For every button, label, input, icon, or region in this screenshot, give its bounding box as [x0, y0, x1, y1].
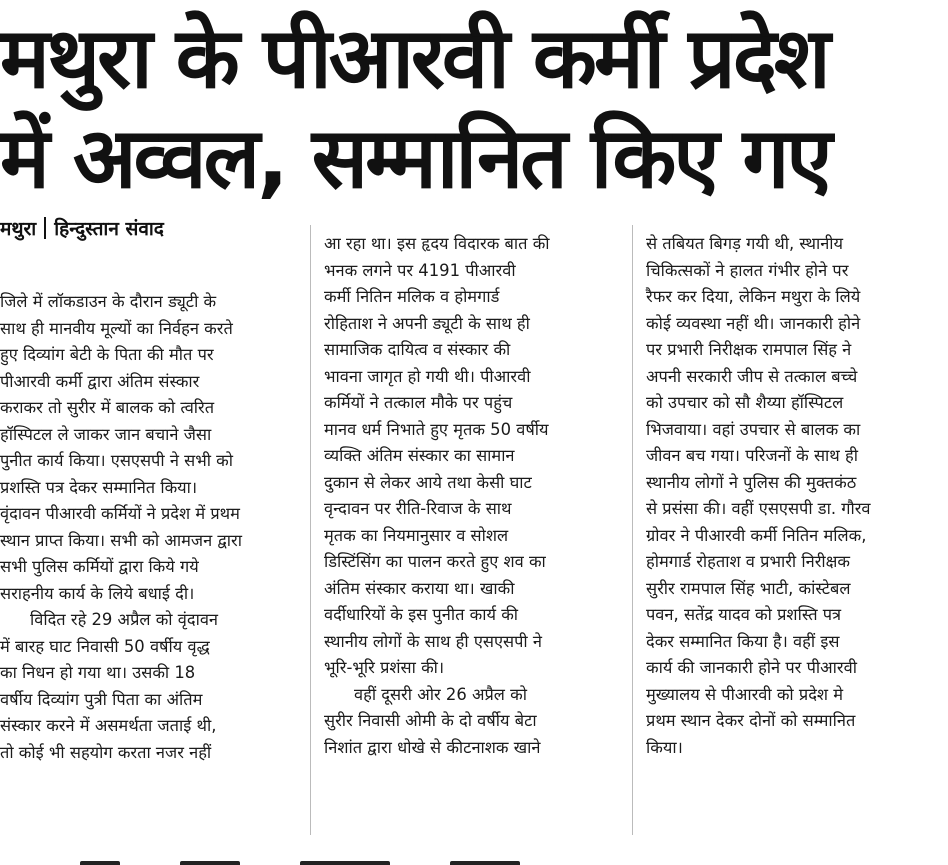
article-line: वहीं दूसरी ओर 26 अप्रैल को [354, 684, 527, 704]
article-line: भिजवाया। वहां उपचार से बालक का [646, 419, 861, 439]
article-line: सुरीर रामपाल सिंह भाटी, कांस्टेबल [646, 578, 851, 598]
article-line: होमगार्ड रोहताश व प्रभारी निरीक्षक [646, 552, 851, 571]
article-line: प्रशस्ति पत्र देकर सम्मानित किया। [0, 477, 198, 497]
article-line: रोहिताश ने अपनी ड्यूटी के साथ ही [324, 313, 530, 333]
article-line: को उपचार को सौ शैय्या हॉस्पिटल [646, 393, 844, 412]
article-column-3 [646, 231, 942, 761]
article-line: मृतक का नियमानुसार व सोशल [324, 525, 509, 545]
article-line: तो कोई भी सहयोग करता नजर नहीं [0, 742, 212, 762]
article-line: अंतिम संस्कार कराया था। खाकी [324, 578, 515, 598]
article-line: प्रथम स्थान देकर दोनों को सम्मानित [646, 711, 856, 730]
byline-divider [44, 217, 46, 239]
article-line: पीआरवी कर्मी द्वारा अंतिम संस्कार [0, 371, 200, 391]
article-line: वर्षीय दिव्यांग पुत्री पिता का अंतिम [0, 689, 203, 709]
article-line: देकर सम्मानित किया है। वहीं इस [646, 631, 840, 651]
article-line: सामाजिक दायित्व व संस्कार की [324, 340, 511, 359]
article-line: कोई व्यवस्था नहीं थी। जानकारी होने [646, 313, 861, 333]
article-line: सराहनीय कार्य के लिये बधाई दी। [0, 583, 195, 603]
article-line: चिकित्सकों ने हालत गंभीर होने पर [646, 260, 849, 280]
article-line: सुरीर निवासी ओमी के दो वर्षीय बेटा [324, 711, 537, 730]
article-line: विदित रहे 29 अप्रैल को वृंदावन [30, 610, 219, 629]
article-line: दुकान से लेकर आये तथा केसी घाट [324, 472, 532, 492]
article-line: कर्मियों ने तत्काल मौके पर पहुंच [324, 393, 513, 412]
article-line: निशांत द्वारा धोखे से कीटनाशक खाने [324, 737, 541, 757]
article-line: आ रहा था। इस हृदय विदारक बात की [324, 234, 550, 253]
article-line: वृन्दावन पर रीति-रिवाज के साथ [324, 499, 512, 518]
article-line: कार्य की जानकारी होने पर पीआरवी [646, 658, 857, 677]
article-line: भूरि-भूरि प्रशंसा की। [324, 658, 445, 677]
article-line: व्यक्ति अंतिम संस्कार का सामान [324, 446, 515, 465]
article-line: ग्रोवर ने पीआरवी कर्मी नितिन मलिक, [646, 525, 867, 545]
article-line: किया। [646, 737, 683, 757]
article-line: पुनीत कार्य किया। एसएसपी ने सभी को [0, 451, 234, 470]
byline-place: मथुरा [0, 218, 37, 240]
article-line: स्थानीय लोगों ने पुलिस की मुक्तकंठ [646, 472, 857, 492]
article-line: जीवन बच गया। परिजनों के साथ ही [646, 446, 858, 465]
article-line: डिस्टिंसिंग का पालन करते हुए शव का [324, 552, 546, 571]
column-divider-2 [632, 225, 633, 835]
article-line: हॉस्पिटल ले जाकर जान बचाने जैसा [0, 424, 212, 444]
article-line: भनक लगने पर 4191 पीआरवी [324, 260, 516, 280]
article-line: कराकर तो सुरीर में बालक को त्वरित [0, 398, 215, 417]
article-line: से तबियत बिगड़ गयी थी, स्थानीय [646, 234, 844, 253]
article-column-2 [324, 231, 616, 761]
headline-line-1: मथुरा के पीआरवी कर्मी प्रदेश [0, 9, 828, 107]
column-divider-1 [310, 225, 311, 835]
article-line: का निधन हो गया था। उसकी 18 [0, 663, 196, 682]
article-column-1 [0, 289, 296, 766]
article-line: वर्दीधारियों के इस पुनीत कार्य की [324, 605, 519, 624]
article-line: स्थान प्राप्त किया। सभी को आमजन द्वारा [0, 530, 242, 550]
byline [0, 215, 164, 241]
article-line: संस्कार करने में असमर्थता जताई थी, [0, 716, 217, 735]
article-line: जिले में लॉकडाउन के दौरान ड्यूटी के [0, 292, 217, 311]
article-line: से प्रसंसा की। वहीं एसएसपी डा. गौरव [646, 499, 871, 518]
article-line: स्थानीय लोगों के साथ ही एसएसपी ने [324, 631, 542, 651]
article-line: में बारह घाट निवासी 50 वर्षीय वृद्ध [0, 636, 210, 656]
article-line: सभी पुलिस कर्मियों द्वारा किये गये [0, 557, 199, 576]
article-line: कर्मी नितिन मलिक व होमगार्ड [324, 287, 500, 306]
article-line: अपनी सरकारी जीप से तत्काल बच्चे [646, 366, 858, 386]
article-line: पर प्रभारी निरीक्षक रामपाल सिंह ने [646, 340, 852, 359]
headline-line-2: में अव्वल, सम्मानित किए गए [0, 109, 830, 207]
article-line: भावना जागृत हो गयी थी। पीआरवी [324, 366, 531, 386]
article-line: मानव धर्म निभाते हुए मृतक 50 वर्षीय [324, 419, 549, 439]
byline-source: हिन्दुस्तान संवाद [54, 218, 164, 240]
article-line: मुख्यालय से पीआरवी को प्रदेश मे [646, 684, 844, 704]
article-line: वृंदावन पीआरवी कर्मियों ने प्रदेश में प्रथम [0, 504, 240, 523]
article-line: रैफर कर दिया, लेकिन मथुरा के लिये [646, 287, 861, 306]
article-line: हुए दिव्यांग बेटी के पिता की मौत पर [0, 345, 214, 364]
article-line: पवन, सतेंद्र यादव को प्रशस्ति पत्र [646, 605, 842, 624]
article-line: साथ ही मानवीय मूल्यों का निर्वहन करते [0, 318, 233, 338]
next-article-cutoff [0, 852, 948, 865]
